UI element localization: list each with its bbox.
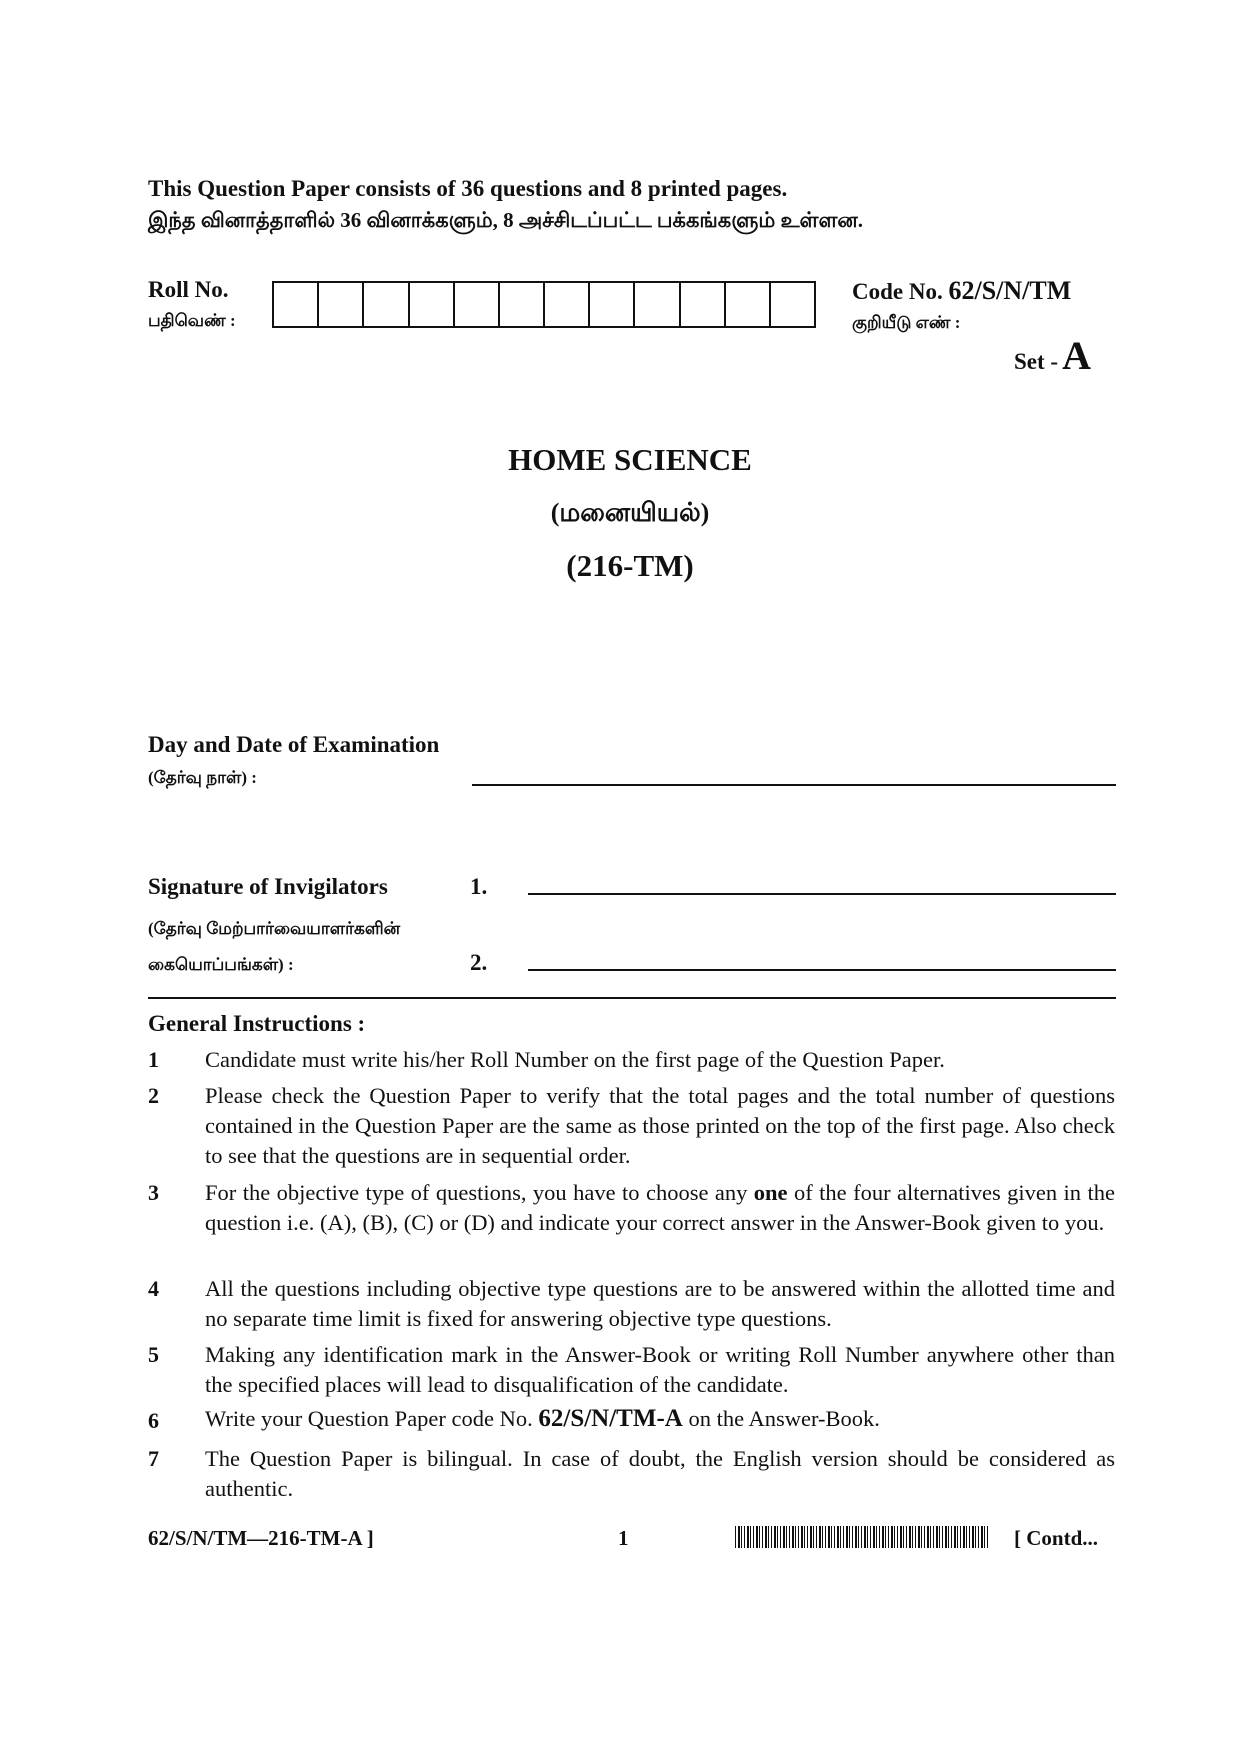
instruction-number: 3 bbox=[148, 1180, 159, 1205]
subject-title-tamil: (மனையியல்) bbox=[550, 498, 710, 527]
instruction-text: The Question Paper is bilingual. In case of doubt, the English version should be considered as authentic. bbox=[205, 1446, 1115, 1501]
signature-line-1[interactable] bbox=[528, 893, 1116, 895]
set-indicator bbox=[1014, 332, 1091, 379]
code-number-label: Code No. bbox=[852, 279, 943, 304]
instruction-text: Candidate must write his/her Roll Number on the first page of the Question Paper. bbox=[205, 1047, 945, 1072]
roll-digit-box[interactable] bbox=[590, 283, 635, 326]
instruction-text-part: on the Answer-Book. bbox=[682, 1406, 880, 1431]
set-value: A bbox=[1062, 333, 1091, 378]
code-number-value: 62/S/N/TM bbox=[948, 276, 1072, 305]
answer-book-code: 62/S/N/TM-A bbox=[538, 1405, 683, 1432]
intro-line-tamil: இந்த வினாத்தாளில் 36 வினாக்களும், 8 அச்சிடப்பட்ட பக்கங்களும் உள்ளன. bbox=[148, 208, 864, 232]
instruction-number: 1 bbox=[148, 1047, 159, 1072]
roll-digit-box[interactable] bbox=[681, 283, 726, 326]
roll-digit-box[interactable] bbox=[319, 283, 364, 326]
set-label: Set - bbox=[1014, 349, 1059, 374]
course-code: (216-TM) bbox=[566, 548, 694, 583]
code-number-label-tamil: குறியீடு எண் : bbox=[852, 313, 961, 332]
roll-digit-box[interactable] bbox=[726, 283, 771, 326]
exam-date-label-tamil: (தேர்வு நாள்) : bbox=[148, 768, 257, 787]
roll-digit-box[interactable] bbox=[500, 283, 545, 326]
barcode bbox=[735, 1526, 990, 1548]
instruction-text: All the questions including objective type questions are to be answered within the allotted time and no separate time limit is fixed for answering objective type questions. bbox=[205, 1276, 1115, 1331]
invigilators-label-tamil-1: (தேர்வு மேற்பார்வையாளர்களின் bbox=[148, 919, 401, 938]
exam-date-line[interactable] bbox=[472, 784, 1116, 786]
instructions-heading: General Instructions : bbox=[148, 1011, 366, 1036]
roll-digit-box[interactable] bbox=[410, 283, 455, 326]
roll-number-label: Roll No. bbox=[148, 277, 229, 302]
instruction-text-part: of the four alternatives given in the question i.e. (A), (B), (C) or (D) and indicate your correct answer in the Answer-Book given to you. bbox=[205, 1180, 1115, 1235]
instruction-text: Making any identification mark in the Answer-Book or writing Roll Number anywhere other than the specified places will lead to disqualification of the candidate. bbox=[205, 1342, 1115, 1397]
roll-number-boxes[interactable] bbox=[272, 281, 816, 328]
roll-digit-box[interactable] bbox=[274, 283, 319, 326]
continued-marker: [ Contd... bbox=[1014, 1526, 1099, 1550]
code-number bbox=[852, 276, 1071, 306]
page-number: 1 bbox=[618, 1526, 629, 1550]
signature-line-2[interactable] bbox=[528, 969, 1116, 971]
roll-digit-box[interactable] bbox=[455, 283, 500, 326]
roll-digit-box[interactable] bbox=[545, 283, 590, 326]
section-divider bbox=[148, 997, 1116, 999]
intro-line-english: This Question Paper consists of 36 questions and 8 printed pages. bbox=[148, 176, 788, 201]
signature-number-1: 1. bbox=[470, 874, 488, 899]
signature-number-2: 2. bbox=[470, 950, 488, 975]
instruction-text: Please check the Question Paper to verify that the total pages and the total number of questions contained in the Question Paper are the same as those printed on the top of the first page. Also check to see that the questions are in sequential order. bbox=[205, 1083, 1115, 1168]
roll-number-label-tamil: பதிவெண் : bbox=[148, 311, 236, 330]
instruction-number: 7 bbox=[148, 1446, 159, 1471]
roll-digit-box[interactable] bbox=[635, 283, 680, 326]
instruction-number: 6 bbox=[148, 1408, 159, 1433]
instruction-number: 5 bbox=[148, 1342, 159, 1367]
footer-paper-code: 62/S/N/TM—216-TM-A ] bbox=[148, 1526, 374, 1550]
subject-title: HOME SCIENCE bbox=[508, 442, 752, 477]
instruction-text-part: For the objective type of questions, you have to choose any bbox=[205, 1180, 754, 1205]
exam-date-label: Day and Date of Examination bbox=[148, 732, 440, 757]
instruction-number: 2 bbox=[148, 1083, 159, 1108]
roll-digit-box[interactable] bbox=[364, 283, 409, 326]
invigilators-label-tamil-2: கையொப்பங்கள்) : bbox=[148, 955, 294, 974]
roll-digit-box[interactable] bbox=[771, 283, 814, 326]
instruction-text bbox=[205, 1404, 1115, 1434]
instruction-text-part: Write your Question Paper code No. bbox=[205, 1406, 539, 1431]
instruction-text bbox=[205, 1178, 1115, 1238]
instruction-emphasis: one bbox=[753, 1180, 788, 1205]
invigilators-label: Signature of Invigilators bbox=[148, 874, 388, 899]
instruction-number: 4 bbox=[148, 1276, 159, 1301]
